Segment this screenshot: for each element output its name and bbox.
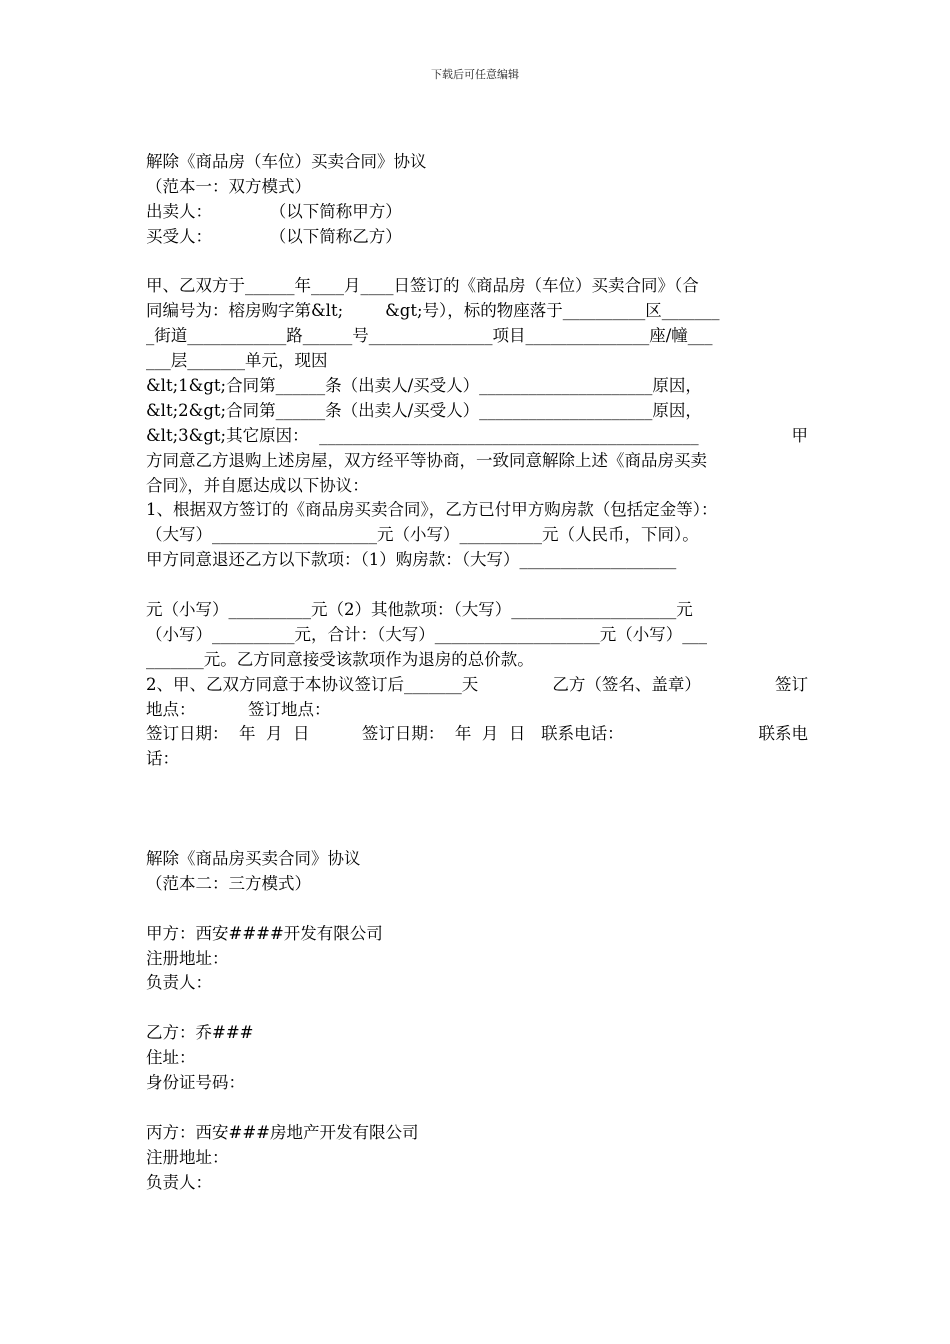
clause-2-line: 地点： 签订地点： (146, 699, 331, 719)
paragraph-line (146, 424, 808, 449)
clause-1-line: 元（小写）__________元（2）其他款项：（大写）____________________元 (146, 600, 693, 620)
paragraph-line: _街道____________路______号_______________项目_______________座/幢___ (146, 326, 713, 346)
clause-1-line: （大写）____________________元（小写）__________元（人民币，下同）。 (146, 525, 699, 545)
buyer-line: 买受人： （以下简称乙方） (146, 226, 402, 246)
spacer (146, 573, 808, 598)
paragraph-line: &lt;1&gt;合同第______条（出卖人/买受人）_____________________原因， (146, 376, 702, 396)
party-b-name: 乙方：乔### (146, 1023, 254, 1043)
sample2-title: 解除《商品房买卖合同》协议 (146, 848, 361, 868)
paragraph-line: &lt;2&gt;合同第______条（出卖人/买受人）_____________________原因， (146, 400, 702, 420)
party-c-address: 注册地址： (146, 1147, 229, 1167)
contact-phone-label: 联系电 (758, 724, 808, 744)
clause-2-line (146, 722, 808, 747)
party-c-name: 丙方：西安###房地产开发有限公司 (146, 1122, 419, 1142)
spacer (146, 822, 808, 847)
spacer (146, 772, 808, 797)
sign-location-label: 签订 (775, 674, 808, 694)
clause-2-days: 2、甲、乙双方同意于本协议签订后_______天 (146, 674, 479, 694)
sign-date-text: 签订日期： 年 月 日 签订日期： 年 月 日 联系电话： (146, 724, 624, 744)
page-header: 下载后可任意编辑 (431, 68, 519, 81)
clause-2-line: 话： (146, 749, 179, 769)
sample1-title: 解除《商品房（车位）买卖合同》协议 (146, 152, 427, 171)
other-reason-text: &lt;3&gt;其它原因： ______________________________________________ (146, 425, 699, 445)
spacer (146, 996, 808, 1021)
party-a-representative: 负责人： (146, 973, 212, 993)
seller-line: 出卖人： （以下简称甲方） (146, 201, 402, 221)
clause-1-line: 1、根据双方签订的《商品房买卖合同》，乙方已付甲方购房款（包括定金等）： (146, 500, 718, 520)
sample1-subtitle: （范本一：双方模式） (146, 176, 311, 196)
clause-2-line (146, 673, 808, 698)
paragraph-line: ___层_______单元，现因 (146, 351, 328, 371)
party-b-address: 住址： (146, 1048, 196, 1068)
party-a-name: 甲方：西安####开发有限公司 (146, 923, 383, 943)
paragraph-line: 甲、乙双方于______年____月____日签订的《商品房（车位）买卖合同》（合 (146, 276, 699, 296)
document-body (146, 150, 808, 1195)
clause-1-line: _______元。乙方同意接受该款项作为退房的总价款。 (146, 649, 534, 669)
party-c-representative: 负责人： (146, 1172, 212, 1192)
paragraph-line: 同编号为：榕房购字第&lt; &gt;号），标的物座落于__________区_______ (146, 301, 720, 321)
clause-1-line: （小写）__________元，合计：（大写）____________________元（小写）___ (146, 624, 707, 644)
sample2-subtitle: （范本二：三方模式） (146, 873, 311, 893)
party-b-signature-label: 乙方（签名、盖章） (552, 674, 701, 694)
paragraph-line: 方同意乙方退购上述房屋，双方经平等协商，一致同意解除上述《商品房买卖 (146, 450, 707, 470)
spacer (146, 1096, 808, 1121)
spacer (146, 250, 808, 275)
party-b-id-number: 身份证号码： (146, 1072, 245, 1092)
party-a-address: 注册地址： (146, 948, 229, 968)
spacer (146, 897, 808, 922)
paragraph-line: 合同》，并自愿达成以下协议： (146, 475, 369, 495)
line-end-text: 甲 (791, 425, 808, 445)
spacer (146, 797, 808, 822)
clause-1-line: 甲方同意退还乙方以下款项：（1）购房款：（大写）___________________ (146, 550, 677, 570)
